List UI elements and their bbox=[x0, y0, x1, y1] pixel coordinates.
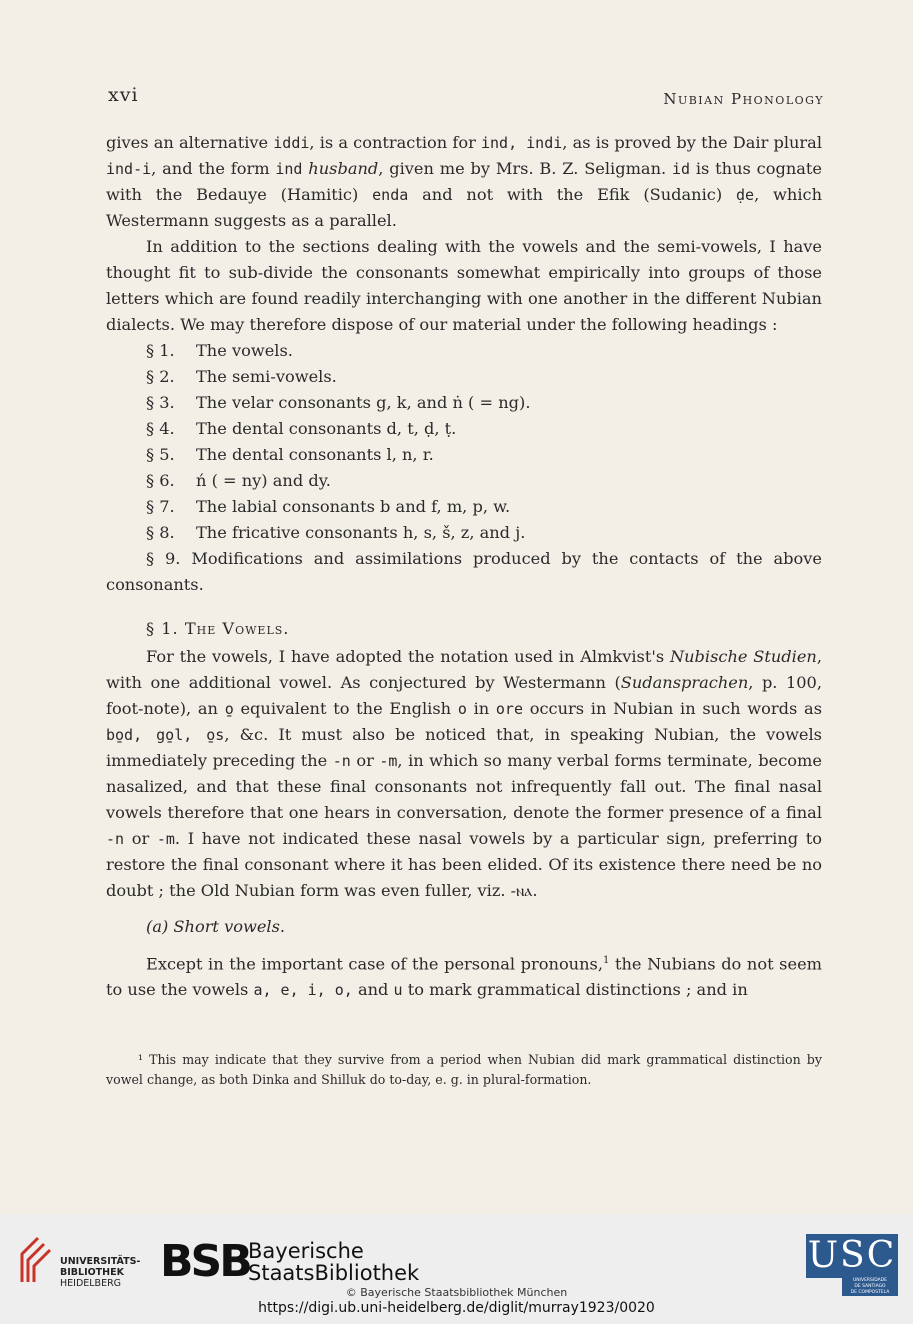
usc-line1: UNIVERSIDADE bbox=[853, 1278, 887, 1283]
running-title: Nubian Phonology bbox=[663, 90, 824, 108]
ub-line3: HEIDELBERG bbox=[60, 1278, 122, 1289]
page-number: xvi bbox=[108, 84, 139, 106]
bsb-mark: BSB bbox=[160, 1236, 250, 1287]
usc-letters: USC bbox=[807, 1235, 897, 1276]
paragraph-1: gives an alternative iddi, is a contraction for ind, indi, as is proved by the Dair plural ind-i, and the form ind husband, given me by Mrs. B. Z. Seligman. id is thus cognate with the Bedauye (Hamitic) enda and not with the Efik (Sudanic) ḍe, which Westermann suggests as a parallel. bbox=[106, 133, 822, 230]
list-item: § 6. ń ( = ny) and dy. bbox=[146, 471, 331, 490]
list-item-9: § 9. Modifications and assimilations produced by the contacts of the above consonants. bbox=[106, 549, 822, 594]
list-item: § 3. The velar consonants g, k, and ṅ ( = ng). bbox=[146, 393, 531, 412]
bsb-line1: Bayerische bbox=[248, 1239, 364, 1263]
paragraph-2: In addition to the sections dealing with the vowels and the semi-vowels, I have thought fit to sub-divide the consonants somewhat empirically into groups of those letters which are found readily interchanging with one another in the different Nubian dialects. We may therefore dispose of our material under the following headings : bbox=[106, 237, 822, 334]
footer-bar bbox=[0, 1214, 913, 1324]
running-head bbox=[108, 84, 824, 108]
ub-line1: UNIVERSITÄTS- bbox=[60, 1256, 141, 1267]
list-item: § 2. The semi-vowels. bbox=[146, 367, 337, 386]
ub-line2: BIBLIOTHEK bbox=[60, 1267, 124, 1278]
list-item: § 5. The dental consonants l, n, r. bbox=[146, 445, 434, 464]
section-heading: § 1. The Vowels. bbox=[146, 619, 290, 638]
ub-heidelberg-logo[interactable] bbox=[16, 1234, 142, 1294]
list-item: § 8. The fricative consonants h, s, š, z, and j. bbox=[146, 523, 526, 542]
list-item: § 1. The vowels. bbox=[146, 341, 293, 360]
bsb-logo[interactable] bbox=[160, 1236, 420, 1287]
footnote: ¹ This may indicate that they survive from a period when Nubian did mark grammatical distinction by vowel change, as both Dinka and Shilluk do to-day, e. g. in plural-formation. bbox=[106, 1052, 822, 1087]
usc-logo[interactable] bbox=[806, 1234, 898, 1294]
paragraph-4: Except in the important case of the personal pronouns,$^1$ the Nubians do not seem to use the vowels a, e, i, o, and u to mark grammatical distinctions ; and in bbox=[106, 954, 822, 1000]
paragraph-3: For the vowels, I have adopted the notation used in Almkvist's Nubische Studien, with one additional vowel. As conjectured by Westermann (Sudansprachen, p. 100, foot-note), an o̱ equivalent to the English o in ore occurs in Nubian in such words as bo̱d, go̱l, o̱s, &c. It must also be noticed that, in speaking Nubian, the vowels immediately preceding the -n or -m, in which so many verbal forms terminate, become nasalized, and that these final consonants not infrequently fall out. The final nasal vowels therefore that one hears in conversation, denote the former presence of a final -n or -m. I have not indicated these nasal vowels by a particular sign, preferring to restore the final consonant where it has been elided. Of its existence there need be no doubt ; the Old Nubian form was even fuller, viz. -ⲛⲁ. bbox=[106, 647, 822, 900]
body-text bbox=[106, 130, 822, 1003]
subheading: (a) Short vowels. bbox=[146, 917, 286, 936]
section-list bbox=[106, 338, 822, 598]
copyright-notice: © Bayerische Staatsbibliothek München bbox=[345, 1286, 568, 1299]
bsb-line2: StaatsBibliothek bbox=[248, 1261, 420, 1285]
usc-line2: DE SANTIAGO bbox=[854, 1284, 886, 1289]
usc-line3: DE COMPOSTELA bbox=[850, 1290, 890, 1295]
permalink-url[interactable]: https://digi.ub.uni-heidelberg.de/diglit/murray1923/0020 bbox=[258, 1300, 655, 1316]
list-item: § 7. The labial consonants b and f, m, p, w. bbox=[146, 497, 511, 516]
ub-heidelberg-mark-icon bbox=[16, 1234, 56, 1286]
list-item: § 4. The dental consonants d, t, ḍ, ṭ. bbox=[146, 419, 457, 438]
